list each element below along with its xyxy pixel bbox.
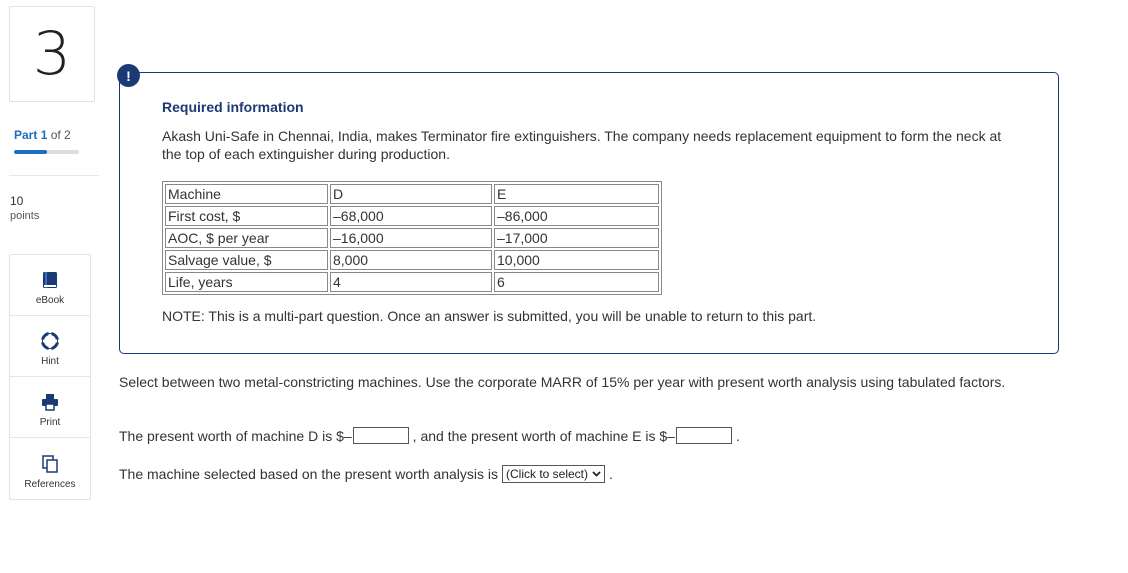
table-cell: –68,000 [330, 206, 492, 226]
print-label: Print [39, 417, 61, 428]
references-label: References [24, 479, 76, 490]
table-cell: D [330, 184, 492, 204]
table-cell: 10,000 [494, 250, 659, 270]
pw-e-suffix: . [735, 427, 740, 444]
present-worth-line [119, 427, 740, 444]
pw-e-prefix: , and the present worth of machine E is $– [412, 427, 675, 444]
table-cell: AOC, $ per year [165, 228, 328, 248]
pw-machine-d-input[interactable] [353, 427, 409, 444]
printer-icon [41, 393, 59, 411]
part-of: of 2 [50, 128, 71, 142]
table-cell: –16,000 [330, 228, 492, 248]
pw-d-prefix: The present worth of machine D is $– [119, 427, 352, 444]
tools-panel [9, 254, 91, 500]
table-row [165, 272, 659, 292]
table-cell: –86,000 [494, 206, 659, 226]
multi-part-note: NOTE: This is a multi-part question. Once an answer is submitted, you will be unable to return to this part. [162, 308, 817, 324]
references-button[interactable] [10, 438, 90, 499]
table-row [165, 250, 659, 270]
points-label: points [10, 210, 40, 222]
print-button[interactable] [10, 377, 90, 438]
table-row [165, 206, 659, 226]
selection-suffix: . [609, 466, 613, 482]
table-cell: –17,000 [494, 228, 659, 248]
table-cell: Life, years [165, 272, 328, 292]
question-number: 3 [32, 19, 72, 89]
pw-machine-e-input[interactable] [676, 427, 732, 444]
ebook-button[interactable] [10, 255, 90, 316]
table-cell: 8,000 [330, 250, 492, 270]
machine-data-table [162, 181, 662, 295]
selection-line [119, 465, 613, 483]
part-prefix: Part [14, 128, 38, 142]
part-current: 1 [40, 128, 48, 142]
chevron-down-icon [592, 471, 601, 477]
lifebuoy-icon [41, 332, 59, 350]
table-cell: Salvage value, $ [165, 250, 328, 270]
points-value: 10 [10, 194, 24, 208]
part-progress-bar [14, 150, 79, 154]
alert-icon: ! [117, 64, 140, 87]
table-row [165, 228, 659, 248]
table-cell: First cost, $ [165, 206, 328, 226]
copy-pages-icon [42, 455, 58, 473]
hint-button[interactable] [10, 316, 90, 377]
table-cell: E [494, 184, 659, 204]
question-number-box [9, 6, 95, 102]
hint-label: Hint [41, 356, 59, 367]
required-info-title: Required information [162, 99, 304, 115]
table-cell: 4 [330, 272, 492, 292]
book-icon [42, 271, 58, 289]
part-indicator [14, 128, 71, 142]
machine-select-dropdown[interactable] [502, 465, 605, 483]
table-cell: 6 [494, 272, 659, 292]
sidebar-divider [9, 175, 99, 176]
required-info-description: Akash Uni-Safe in Chennai, India, makes Terminator fire extinguishers. The company needs replacement equipment to form the neck at the top of each extinguisher during production. [162, 128, 1002, 162]
machine-select-value: (Click to select) [506, 467, 589, 481]
table-cell: Machine [165, 184, 328, 204]
ebook-label: eBook [35, 295, 65, 306]
required-info-panel [119, 72, 1059, 354]
question-text: Select between two metal-constricting machines. Use the corporate MARR of 15% per year with present worth analysis using tabulated factors. [119, 374, 1006, 390]
selection-prefix: The machine selected based on the present worth analysis is [119, 466, 498, 482]
table-row [165, 184, 659, 204]
part-progress-fill [14, 150, 47, 154]
